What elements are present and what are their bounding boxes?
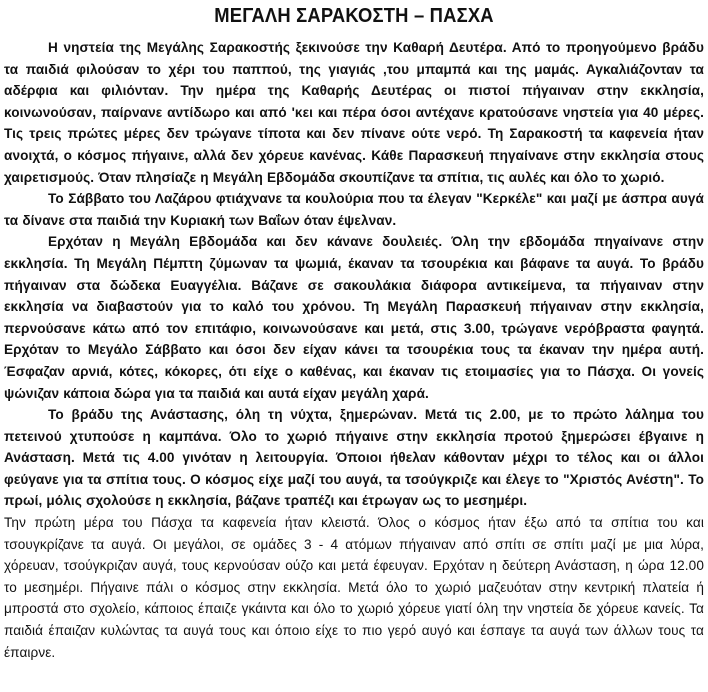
paragraph-lent-start: Η νηστεία της Μεγάλης Σαρακοστής ξεκινούσε την Καθαρή Δευτέρα. Από το προηγούμενο βράδυ τα παιδιά φιλούσαν το χέρι του παππού, της γιαγιάς ,του μπαμπά και της μαμάς. Αγκαλιάζονταν τα αδέρφια και φιλιόνταν. Την ημέρα της Καθαρής Δευτέρας οι πιστοί πήγαιναν στην εκκλησία, κοινωνούσαν, παίρνανε αντίδωρο και από 'κει και πέρα όσοι αντέχανε κρατούσανε νηστεία για 40 μέρες. Τις τρεις πρώτες μέρες δεν τρώγανε τίποτα και δεν πίνανε ούτε νερό. Τη Σαρακοστή τα καφενεία ήταν ανοιχτά, ο κόσμος πήγαινε, αλλά δεν χόρευε κανένας. Κάθε Παρασκευή πηγαίνανε στην εκκλησία στους χαιρετισμούς. Όταν πλησίαζε η Μεγάλη Εβδομάδα σκουπίζανε τα σπίτια, τις αυλές και όλο το χωριό.	[4, 40, 704, 185]
paragraph-resurrection-night: Το βράδυ της Ανάστασης, όλη τη νύχτα, ξημερώναν. Μετά τις 2.00, με το πρώτο λάλημα του πετεινού χτυπούσε η καμπάνα. Όλο το χωριό πήγαινε στην εκκλησία προτού ξημερώσει έβγαινε η Ανάσταση. Μετά τις 4.00 γινόταν η λειτουργία. Όποιοι ήθελαν κάθονταν μέχρι το τέλος και οι άλλοι φεύγανε για τα σπίτια τους. Ο κόσμος είχε μαζί του αυγά, τα τσούγκριζε και έλεγε το "Χριστός Ανέστη". Το πρωί, μόλις σχολούσε η εκκλησία, βάζανε τραπέζι και έτρωγαν ως το μεσημέρι.	[4, 407, 704, 509]
document-title: ΜΕΓΑΛΗ ΣΑΡΑΚΟΣΤΗ – ΠΑΣΧΑ	[214, 5, 494, 27]
paragraph-easter-day: Την πρώτη μέρα του Πάσχα τα καφενεία ήταν κλειστά. Όλος ο κόσμος ήταν έξω από τα σπίτια του και τσουγκρίζανε τα αυγά. Οι μεγάλοι, σε ομάδες 3 - 4 ατόμων πήγαιναν από σπίτι σε σπίτι μαζί με μια λύρα, χόρευαν, τσούγκριζαν αυγά, τους κερνούσαν ούζο και μετά έφευγαν. Ερχόταν η δεύτερη Ανάσταση, η ώρα 12.00 το μεσημέρι. Πήγαινε πάλι ο κόσμος στην εκκλησία. Μετά όλο το χωριό μαζευόταν στην κεντρική πλατεία ή μπροστά στο σχολείο, κάποιος έπαιζε γκάιντα και όλο το χωριό χόρευε γιατί όλη την νηστεία δε χόρευε κανείς. Τα παιδιά έπαιζαν κυλώντας τα αυγά τους και όποιο είχε το πιο γερό αυγό και έσπαγε τα αυγά των άλλων τους τα έπαιρνε.	[4, 515, 704, 660]
paragraph-holy-week: Ερχόταν η Μεγάλη Εβδομάδα και δεν κάνανε δουλειές. Όλη την εβδομάδα πηγαίνανε στην εκκλησία. Τη Μεγάλη Πέμπτη ζύμωναν τα ψωμιά, έκαναν τα τσουρέκια και βάφανε τα αυγά. Το βράδυ πήγαιναν στα δώδεκα Ευαγγέλια. Βάζανε σε σακουλάκια διάφορα αντικείμενα, τα πήγαιναν στην εκκλησία να διαβαστούν για το καλό του χρόνου. Τη Μεγάλη Παρασκευή πήγαιναν στην εκκλησία, περνούσανε κάτω από τον επιτάφιο, κοινωνούσανε και μετά, στις 3.00, τρώγανε νερόβραστα φαγητά. Ερχόταν το Μεγάλο Σάββατο και όσοι δεν είχαν κάνει τα τσουρέκια τους τα έκαναν την ημέρα αυτή. Έσφαζαν αρνιά, κότες, κόκορες, ότι είχε ο καθένας, και έκαναν τις ετοιμασίες για το Πάσχα. Οι γονείς ψώνιζαν κάποια δώρα για τα παιδιά και αυτά είχαν μεγάλη χαρά.	[4, 234, 704, 401]
paragraph-lazarus-saturday: Το Σάββατο του Λαζάρου φτιάχνανε τα κουλούρια που τα έλεγαν "Κερκέλε" και μαζί με άσπρα αυγά τα δίνανε στα παιδιά την Κυριακή των Βαΐων όταν έψελναν.	[4, 191, 704, 228]
